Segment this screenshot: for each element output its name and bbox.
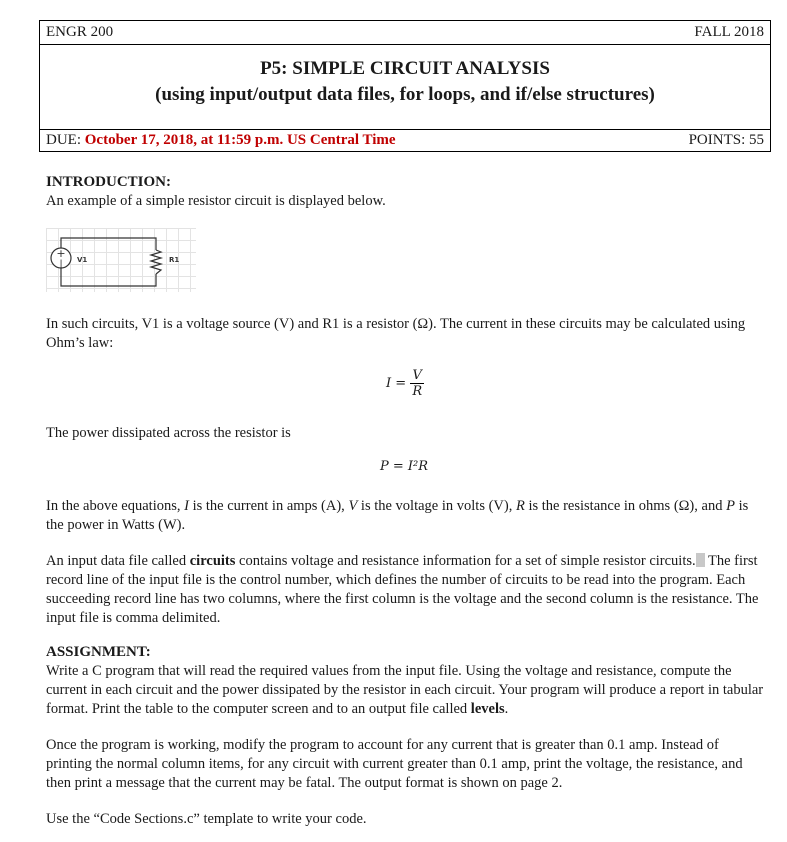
r1-label: R1	[169, 256, 180, 264]
assignment-heading: ASSIGNMENT:	[46, 644, 151, 660]
svg-text:+: +	[56, 247, 66, 260]
course-label: ENGR 200	[46, 24, 114, 40]
intro-text-5: An input data file called circuits contains voltage and resistance information for a set of simple resistor circuits. The first record line of the input file is the control number, which defines the number of circuits to be read into the program. Each succeeding record line has two columns, where the first column is the voltage and the second column is the resistance. The input file is comma delimited.	[46, 553, 759, 626]
term-label: FALL 2018	[694, 24, 764, 40]
power-equation: P = I²R	[380, 459, 429, 474]
assignment-text-3: Use the “Code Sections.c” template to write your code.	[46, 811, 367, 827]
ohm-denominator: R	[412, 384, 423, 399]
ohm-lhs: I =	[386, 376, 407, 391]
assignment-text-1: Write a C program that will read the required values from the input file. Using the voltage and resistance, compute the current in each circuit and the power dissipated by the resistor in each circuit. Your program will produce a report in tabular format. Print the table to the computer screen and to an output file called levels.	[46, 663, 764, 717]
intro-text-4: In the above equations, I is the current in amps (A), V is the voltage in volts (V), R is the resistance in ohms (Ω), and P is the power in Watts (W).	[46, 498, 749, 533]
ohms-law-equation	[386, 368, 424, 399]
intro-text-2-block	[46, 315, 766, 353]
header-top-row	[40, 21, 770, 45]
intro-text-1: An example of a simple resistor circuit is displayed below.	[46, 193, 386, 209]
intro-text-5-block	[46, 552, 766, 628]
text-cursor-highlight	[696, 553, 705, 567]
intro-section	[46, 173, 766, 211]
ohm-fraction	[410, 368, 424, 399]
due-date: October 17, 2018, at 11:59 p.m. US Central Time	[84, 132, 396, 148]
ohm-numerator: V	[410, 368, 424, 384]
assignment-text-3-block	[46, 810, 766, 829]
circuit-wire-top	[61, 238, 156, 250]
due-label: DUE:	[46, 132, 81, 148]
header-box	[39, 20, 771, 152]
svg-text:|: |	[59, 259, 63, 270]
header-bottom-row	[40, 129, 770, 151]
assignment-text-2: Once the program is working, modify the program to account for any current that is greater than 0.1 amp. Instead of printing the normal column items, for any circuit with current greater than 0.1 amp, print the voltage, the resistance, and then print a message that the current may be fatal. The output format is shown on page 2.	[46, 737, 743, 791]
circuit-diagram	[46, 228, 196, 292]
v1-label: V1	[77, 256, 88, 264]
due-line	[46, 132, 396, 149]
intro-text-2: In such circuits, V1 is a voltage source (V) and R1 is a resistor (Ω). The current in these circuits may be calculated using Ohm’s law:	[46, 316, 746, 351]
points-label: POINTS: 55	[688, 132, 764, 148]
intro-heading: INTRODUCTION:	[46, 174, 172, 190]
title-line-1: P5: SIMPLE CIRCUIT ANALYSIS	[260, 58, 550, 79]
resistor-icon	[151, 250, 161, 274]
intro-text-3-block	[46, 424, 766, 443]
assignment-section	[46, 643, 766, 719]
assignment-text-2-block	[46, 736, 766, 793]
intro-text-4-block	[46, 497, 766, 535]
title-line-2: (using input/output data files, for loops, and if/else structures)	[155, 84, 655, 105]
intro-text-3: The power dissipated across the resistor is	[46, 425, 291, 441]
